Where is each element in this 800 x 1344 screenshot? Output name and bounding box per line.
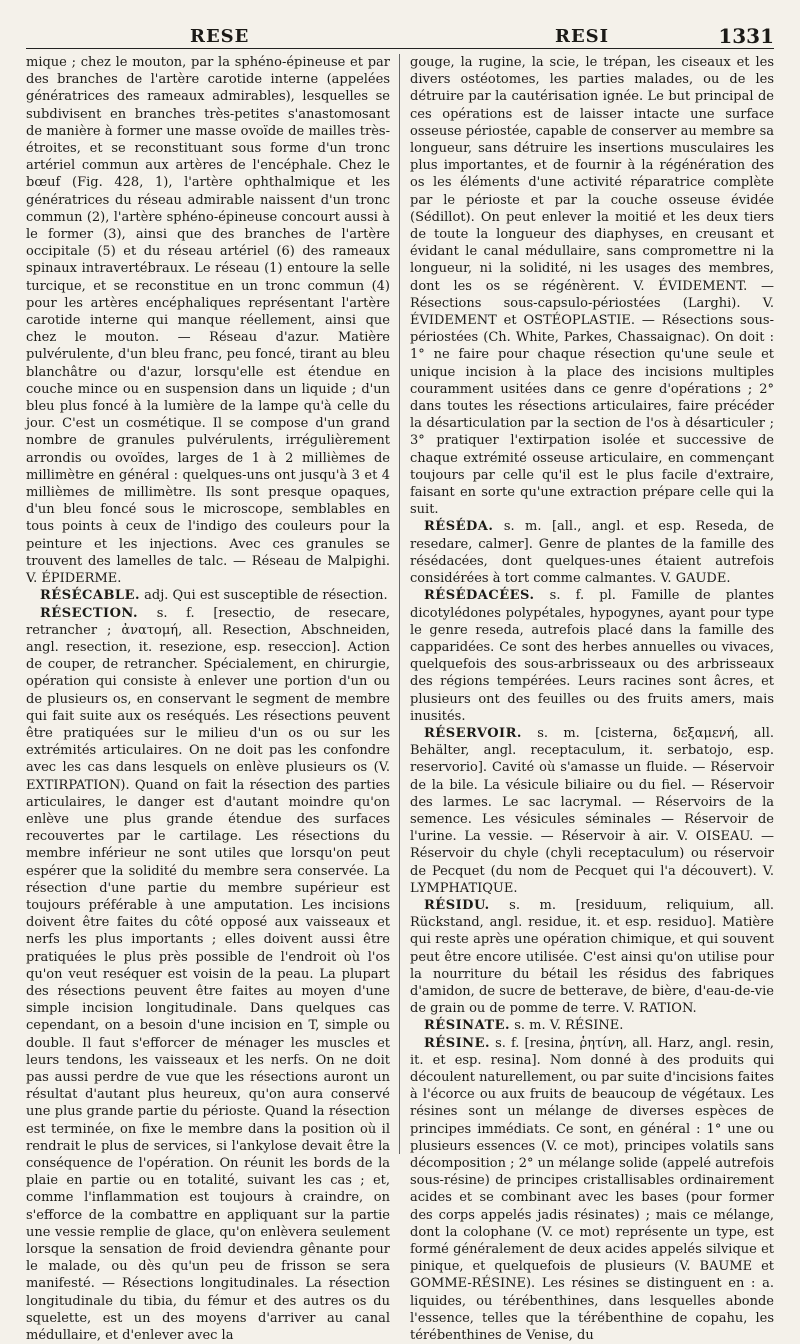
entry-headword: RÉSÉDA.	[424, 519, 493, 534]
entry-headword: RÉSINE.	[424, 1036, 490, 1051]
entry-headword: RÉSÉCABLE.	[40, 588, 140, 603]
dictionary-entry	[410, 518, 774, 587]
entry-text: s. f. [resina, ῥητίνη, all. Harz, angl. resin, it. et esp. resina]. Nom donné à des produits qui découlent naturellement, ou par suite d'incisions faites à l'écorce ou aux fruits de beaucoup de végétaux. Les résines sont un mélange de diverses espèces de principes immédiats. Ce sont, en général : 1° une ou plusieurs essences (V. ce mot), principes volatils sans décomposition ; 2° un mélange solide (appelé autrefois sous-résine) de principes cristallisables ordinairement acides et se combinant avec les bases (pour former des corps appelés jadis résinates) ; mais ce mélange, dont la colophane (V. ce mot) représente un type, est formé généralement de deux acides appelés silvique et pinique, et quelquefois de plusieurs (V. BAUME et GOMME-RÉSINE). Les résines se distinguent en : a. liquides, ou térébenthines, dans lesquelles abonde l'essence, telles que la térébenthine de copahu, les térébenthines de Venise, du	[410, 1036, 774, 1343]
left-column	[26, 54, 390, 1160]
right-column	[410, 54, 774, 1160]
entry-text: s. m. [cisterna, δεξαμενή, all. Behälter, angl. receptaculum, it. serbatojo, esp. reservorio]. Cavité où s'amasse un fluide. — Réservoir de la bile. La vésicule biliaire ou du fiel. — Réservoir des larmes. Le sac lacrymal. — Réservoirs de la semence. Les vésicules séminales — Réservoir de l'urine. La vessie. — Réservoir à air. V. OISEAU. — Réservoir du chyle (chyli receptaculum) ou réservoir de Pecquet (du nom de Pecquet qui l'a découvert). V. LYMPHATIQUE.	[410, 726, 774, 896]
entry-text: s. f. [resectio, de resecare, retrancher ; ἀνατομή, all. Resection, Abschneiden, angl. resection, it. resezione, esp. reseccion]. Action de couper, de retrancher. Spécialement, en chirurgie, opération qui consiste à enlever une portion d'un ou de plusieurs os, en conservant le segment de membre qui fait suite aux os reséqués. Les résections peuvent être pratiquées sur le milieu d'un os ou sur les extrémités articulaires. On ne doit pas les confondre avec les cas dans lesquels on enlève plusieurs os (V. EXTIRPATION). Quand on fait la résection des parties articulaires, le danger est d'autant moindre qu'on enlève une plus grande étendue des surfaces recouvertes par le cartilage. Les résections du membre inférieur ne sont utiles que lorsqu'on peut espérer que la solidité du membre sera conservée. La résection d'une partie du membre supérieur est toujours préférable à une amputation. Les incisions doivent être faites du côté opposé aux vaisseaux et nerfs les plus importants ; elles doivent aussi être pratiquées le plus près possible de l'endroit où l'os qu'on veut reséquer est voisin de la peau. La plupart des résections peuvent être faites au moyen d'une simple incision longitudinale. Dans quelques cas cependant, on a besoin d'une incision en T, simple ou double. Il faut s'efforcer de ménager les muscles et leurs tendons, les vaisseaux et les nerfs. On ne doit pas aussi perdre de vue que les résections auront un résultat d'autant plus heureux, qu'on aura conservé une plus grande partie du périoste. Quand la résection est terminée, on fixe le membre dans la position où il rendrait le plus de services, si l'ankylose devait être la conséquence de l'opération. On réunit les bords de la plaie en partie ou en totalité, suivant les cas ; et, comme l'inflammation est toujours à craindre, on s'efforce de la combattre en appliquant sur la partie une vessie remplie de glace, qu'on enlèvera seulement lorsque la sensation de froid deviendra gênante pour le malade, ou dès qu'un peu de frisson se sera manifesté. — Résections longitudinales. La résection longitudinale du tibia, du fémur et des autres os du squelette, est un des moyens d'arriver au canal médullaire, et d'enlever avec la	[26, 606, 390, 1344]
dictionary-entry	[410, 587, 774, 725]
header-right-word: RESI	[555, 26, 609, 47]
entry-text: s. f. pl. Famille de plantes dicotylédones polypétales, hypogynes, ayant pour type le genre reseda, autrefois placé dans la famille des capparidées. Ce sont des herbes annuelles ou vivaces, quelquefois des sous-arbrisseaux ou des arbrisseaux des régions tempérées. Leurs racines sont âcres, et plusieurs ont des feuilles ou des fruits amers, mais inusités.	[410, 588, 774, 723]
page-number: 1331	[718, 24, 774, 48]
entry-text: gouge, la rugine, la scie, le trépan, les ciseaux et les divers ostéotomes, les parties malades, ou de les détruire par la cautérisation ignée. Le but principal de ces opérations est de laisser intacte une surface osseuse périostée, capable de conserver au membre sa longueur, sans détruire les insertions musculaires les plus importantes, et de fournir à la régénération des os les éléments d'une activité réparatrice complète par le périoste et par la couche osseuse évidée (Sédillot). On peut enlever la moitié et les deux tiers de toute la longueur des diaphyses, en creusant et évidant le canal médullaire, sans compromettre ni la longueur, ni la solidité, ni les usages des membres, dont les os se régénèrent. V. ÉVIDEMENT. — Résections sous-capsulo-périostées (Larghi). V. ÉVIDEMENT et OSTÉOPLASTIE. — Résections sous-périostées (Ch. White, Parkes, Chassaignac). On doit : 1° ne faire pour chaque résection qu'une seule et unique incision à la place des incisions multiples couramment usitées dans ce genre d'opérations ; 2° dans toutes les résections articulaires, faire précéder la désarticulation par la section de l'os à désarticuler ; 3° pratiquer l'extirpation isolée et successive de chaque extrémité osseuse articulaire, en commençant toujours par celle qu'il est le plus facile d'extraire, faisant en sorte qu'une extraction prépare celle qui la suit.	[410, 55, 774, 517]
running-head	[0, 22, 800, 48]
continued-text	[26, 54, 390, 587]
dictionary-entry	[26, 605, 390, 1344]
entry-text: s. m. [residuum, reliquium, all. Rückstand, angl. residue, it. et esp. residuo]. Matière qui reste après une opération chimique, et qui souvent peut être encore utilisée. C'est ainsi qu'on utilise pour la nourriture du bétail les résidus des fabriques d'amidon, de sucre de betterave, de bière, d'eau-de-vie de grain ou de pomme de terre. V. RATION.	[410, 898, 774, 1016]
dictionary-entry	[410, 1035, 774, 1344]
entry-text: s. m. [all., angl. et esp. Reseda, de resedare, calmer]. Genre de plantes de la famille des résédacées, dont quelques-unes étaient autrefois considérées à tort comme calmantes. V. GAUDE.	[410, 519, 774, 586]
header-left-word: RESE	[190, 26, 249, 47]
dictionary-entry	[410, 897, 774, 1017]
entry-headword: RÉSERVOIR.	[424, 726, 522, 741]
dictionary-entry	[410, 725, 774, 897]
dictionary-entry	[410, 1017, 774, 1034]
continued-text	[410, 54, 774, 518]
dictionary-entry	[26, 587, 390, 604]
entry-text: adj. Qui est susceptible de résection.	[140, 588, 388, 603]
entry-headword: RÉSINATE.	[424, 1018, 510, 1033]
entry-text: mique ; chez le mouton, par la sphéno-épineuse et par des branches de l'artère carotide interne (appelées génératrices des rameaux admirables), lesquelles se subdivisent en branches très-petites s'anastomosant de manière à former une masse ovoïde de mailles très-étroites, et se reconstituant sous forme d'un tronc artériel commun aux artères de l'encéphale. Chez le bœuf (Fig. 428, 1), l'artère ophthalmique et les génératrices du réseau admirable naissent d'un tronc commun (2), l'artère sphéno-épineuse concourt aussi à le former (3), ainsi que des branches de l'artère occipitale (5) et du réseau artériel (6) des rameaux spinaux intravertébraux. Le réseau (1) entoure la selle turcique, et se reconstitue en un tronc commun (4) pour les artères encéphaliques représentant l'artère carotide interne qui manque réellement, ainsi que chez le mouton. — Réseau d'azur. Matière pulvérulente, d'un bleu franc, peu foncé, tirant au bleu blanchâtre ou d'azur, lorsqu'elle est étendue en couche mince ou en suspension dans un liquide ; d'un bleu plus foncé à la lumière de la lampe qu'à celle du jour. C'est un cosmétique. Il se compose d'un grand nombre de granules pulvérulents, irrégulièrement arrondis ou ovoïdes, larges de 1 à 2 millièmes de millimètre en général : quelques-uns ont jusqu'à 3 et 4 millièmes de millimètre. Ils sont presque opaques, d'un bleu foncé sous le microscope, semblables en tous points à ceux de l'indigo des couleurs pour la peinture et les injections. Avec ces granules se trouvent des lamelles de talc. — Réseau de Malpighi. V. ÉPIDERME.	[26, 55, 390, 586]
entry-headword: RÉSIDU.	[424, 898, 490, 913]
header-rule	[26, 48, 774, 49]
entry-headword: RÉSECTION.	[40, 606, 138, 621]
entry-text: s. m. V. RÉSINE.	[510, 1018, 623, 1033]
entry-headword: RÉSÉDACÉES.	[424, 588, 534, 603]
column-separator	[399, 54, 400, 1154]
